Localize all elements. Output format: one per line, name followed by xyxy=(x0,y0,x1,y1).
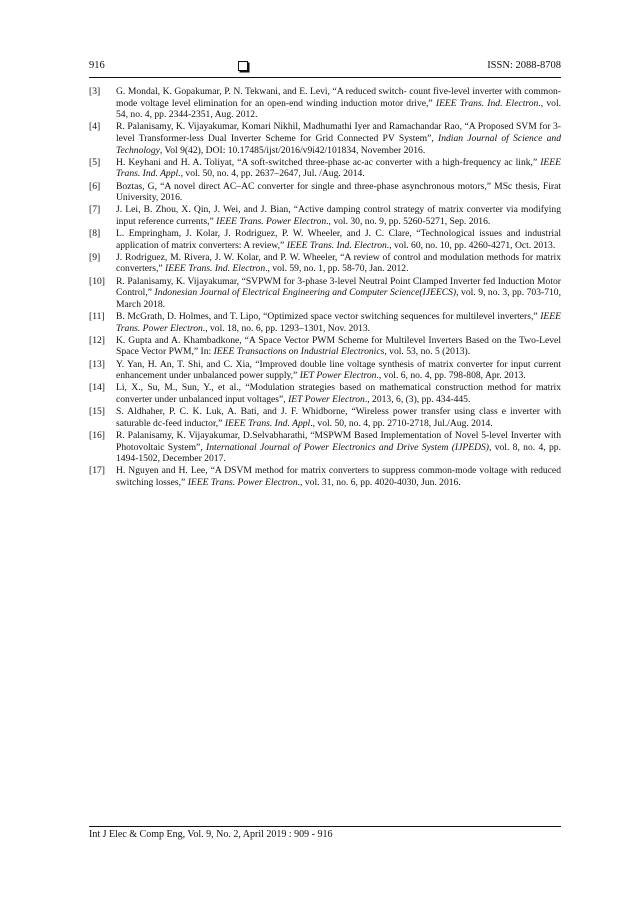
reference-list xyxy=(89,86,561,489)
reference-text: , vol. 9, no. 3, pp. 703-710, March 2018. xyxy=(116,287,561,310)
reference-number: [3] xyxy=(89,86,101,97)
reference-number: [10] xyxy=(89,275,105,287)
reference-item xyxy=(89,204,561,227)
reference-venue: Indian Journal of Science and Technology xyxy=(116,132,561,156)
reference-item xyxy=(89,465,561,488)
reference-text: J. Lei, B. Zhou, X. Qin, J. Wei, and J. Bian, “Active damping control strategy of matrix converter via modifying input reference currents,” xyxy=(116,204,561,227)
reference-item xyxy=(89,121,561,156)
reference-text: G. Mondal, K. Gopakumar, P. N. Tekwani, and E. Levi, “A reduced switch- count five-level inverter with common-mode voltage level elimination for an open-end winding induction motor drive,” xyxy=(116,86,561,109)
issn-label: ISSN: 2088-8708 xyxy=(487,60,561,71)
reference-text: ., vol. 50, no. 4, pp. 2710-2718, Jul./Aug. 2014. xyxy=(310,417,493,429)
reference-number: [7] xyxy=(89,204,101,216)
reference-venue: IEEE Trans. Ind. Electron xyxy=(286,239,387,251)
reference-text: Li, X., Su, M., Sun, Y., et al., “Modulation strategies based on mathematical construction method for matrix converter under unbalanced input voltages”, xyxy=(116,382,561,405)
reference-item xyxy=(89,252,561,275)
reference-text: ., vol. 6, no. 4, pp. 798-808, Apr. 2013. xyxy=(376,370,526,382)
reference-text: H. Nguyen and H. Lee, “A DSVM method for matrix converters to suppress common-mode voltage with reduced switching losses,” xyxy=(116,465,561,488)
reference-number: [4] xyxy=(89,121,101,133)
reference-number: [9] xyxy=(89,251,101,263)
reference-text: ., vol. 54, no. 4, pp. 2344-2351, Aug. 2012. xyxy=(116,97,562,121)
reference-text: ., vol. 18, no. 6, pp. 1293–1301, Nov. 2013. xyxy=(202,322,371,334)
reference-text: R. Palanisamy, K. Vijayakumar, D.Selvabharathi, “MSPWM Based Implementation of Novel 5-level Inverter with Photovoltaic System”, xyxy=(116,429,561,453)
reference-text: Boztas, G, “A novel direct AC–AC converter for single and three-phase asynchronous motors,” MSc thesis, Firat University, 2016. xyxy=(116,180,561,204)
reference-number: [13] xyxy=(89,358,105,370)
reference-venue: International Journal of Power Electronics and Drive System (IJPEDS) xyxy=(206,441,489,453)
reference-item xyxy=(89,382,561,405)
reference-venue: IEEE Trans. Power Electron xyxy=(187,476,298,488)
page-number: 916 xyxy=(89,60,105,71)
reference-text: B. McGrath, D. Holmes, and T. Lipo, “Optimized space vector switching sequences for multilevel inverters,” xyxy=(116,311,541,323)
reference-number: [6] xyxy=(89,180,101,192)
square-bullet-icon xyxy=(238,61,248,71)
reference-text: L. Empringham, J. Kolar, J. Rodriguez, P. W. Wheeler, and J. C. Clare, “Technological issues and industrial application of matrix converters: A review,” xyxy=(116,228,561,251)
reference-number: [16] xyxy=(89,429,105,441)
reference-text: ., vol. 59, no. 1, pp. 58-70, Jan. 2012. xyxy=(265,263,409,275)
reference-venue: IEEE Transactions on Industrial Electronics xyxy=(213,346,385,358)
reference-text: R. Palanisamy, K. Vijayakumar, “SVPWM for 3-phase 3-level Neutral Point Clamped Inverter fed Induction Motor Control,” xyxy=(116,275,561,299)
page-header xyxy=(89,58,561,76)
reference-item xyxy=(89,86,561,121)
reference-venue: IEEE Trans. Ind. Electron xyxy=(435,97,539,109)
reference-text: ., 2013, 6, (3), pp. 434-445. xyxy=(364,393,471,405)
reference-text: ., vol. 31, no. 6, pp. 4020-4030, Jun. 2016. xyxy=(297,476,461,488)
footer-divider xyxy=(89,826,561,827)
reference-venue: Indonesian Journal of Electrical Engineering and Computer Science(IJEECS) xyxy=(154,287,457,299)
reference-text: J. Rodriguez, M. Rivera, J. W. Kolar, and P. W. Wheeler, “A review of control and modulation methods for matrix converters,” xyxy=(116,251,561,275)
reference-text: K. Gupta and A. Khambadkone, “A Space Vector PWM Scheme for Multilevel Inverters Based on the Two-Level Space Vector PWM,” In: xyxy=(116,334,561,358)
reference-text: , Vol 9(42), DOI: 10.17485/ijst/2016/v9i42/101834, November 2016. xyxy=(159,144,426,156)
reference-text: , vol. 50, no. 4, pp. 2637–2647, Jul. /Aug. 2014. xyxy=(180,168,365,180)
reference-number: [12] xyxy=(89,334,105,346)
reference-venue: IET Power Electron xyxy=(299,370,377,382)
reference-item xyxy=(89,430,561,465)
reference-number: [11] xyxy=(89,311,105,323)
reference-item xyxy=(89,181,561,204)
reference-text: , vol. 53, no. 5 (2013). xyxy=(384,346,471,358)
reference-item xyxy=(89,359,561,382)
reference-venue: IEEE Trans. Power Electron xyxy=(116,311,561,334)
reference-text: Y. Yan, H. An, T. Shi, and C. Xia, “Improved double line voltage synthesis of matrix converter for input current enhancement under unbalanced power supply,” xyxy=(116,358,561,382)
header-divider xyxy=(89,77,561,78)
reference-text: , vol. 8, no. 4, pp. 1494-1502, December 2017. xyxy=(116,441,561,465)
reference-venue: IEEE Trans. Ind. Appl. xyxy=(116,156,561,180)
reference-number: [17] xyxy=(89,465,105,477)
reference-number: [8] xyxy=(89,228,101,240)
reference-venue: IEEE Trans. Power Electron xyxy=(216,215,327,227)
reference-venue: IEEE Trans. Ind. Electron xyxy=(165,263,266,275)
reference-item xyxy=(89,311,561,334)
reference-item xyxy=(89,157,561,180)
reference-text: H. Keyhani and H. A. Toliyat, “A soft-switched three-phase ac-ac converter with a high-frequency ac link,” xyxy=(116,156,541,168)
reference-text: ., vol. 60, no. 10, pp. 4260-4271, Oct. 2013. xyxy=(386,239,556,251)
reference-text: R. Palanisamy, K. Vijayakumar, Komari Nikhil, Madhumathi Iyer and Ramachandar Rao, “A Proposed SVM for 3-level Transformer-less Dual Inverter Scheme for Grid Connected PV System”, xyxy=(116,121,561,144)
reference-item xyxy=(89,228,561,251)
reference-text: ., vol. 30, no. 9, pp. 5260-5271, Sep. 2016. xyxy=(326,215,491,227)
reference-venue: IEEE Trans. Ind. Appl xyxy=(224,417,311,429)
reference-text: S. Aldhaher, P. C. K. Luk, A. Bati, and J. F. Whidborne, “Wireless power transfer using class e inverter with saturable dc-feed inductor,” xyxy=(116,406,561,429)
reference-venue: IET Power Electron xyxy=(288,393,365,405)
reference-number: [15] xyxy=(89,406,105,418)
footer-citation: Int J Elec & Comp Eng, Vol. 9, No. 2, April 2019 : 909 - 916 xyxy=(89,829,333,840)
reference-item xyxy=(89,335,561,358)
reference-item xyxy=(89,406,561,429)
reference-number: [5] xyxy=(89,156,101,168)
reference-item xyxy=(89,276,561,311)
reference-number: [14] xyxy=(89,382,105,394)
